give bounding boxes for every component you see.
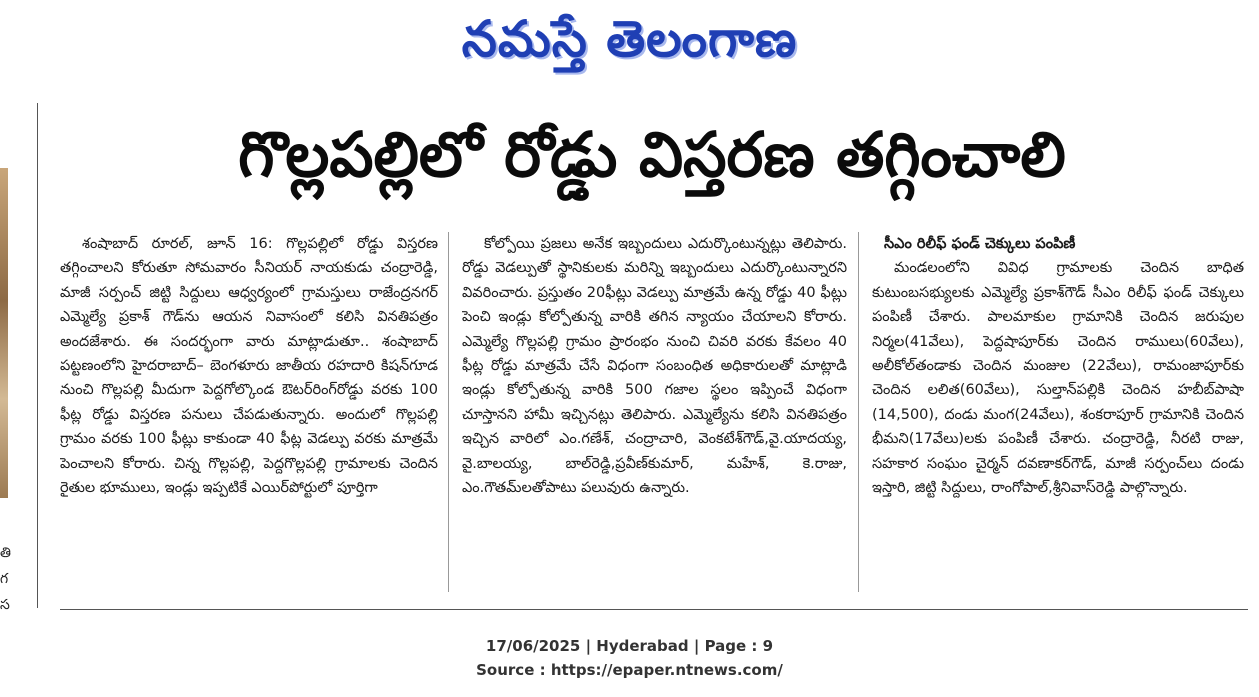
adjacent-article-fragment — [0, 540, 12, 618]
article-column-2 — [462, 232, 847, 592]
article-column-1 — [60, 232, 438, 592]
dateline: 17/06/2025 | Hyderabad | Page : 9 — [485, 637, 774, 655]
page-footer — [0, 634, 1259, 682]
article-paragraph: శంషాబాద్‌ రూరల్‌, జూన్‌ 16: గొల్లపల్లిలో రోడ్డు విస్తరణ తగ్గించాలని కోరుతూ సోమవారం సీనియర్‌ నాయకుడు చంద్రారెడ్డి, మాజీ సర్పంచ్‌ జిట్టి సిద్దులు ఆధ్వర్యంలో గ్రామస్తులు రాజేంద్రనగర్‌ ఎమ్మెల్యే ప్రకాశ్‌ గౌడ్‌ను ఆయన నివాసంలో కలిసి వినతిపత్రం అందజేశారు. ఈ సందర్భంగా వారు మాట్లాడుతూ.. శంషాబాద్‌ పట్టణంలోని హైదరాబాద్‌– బెంగళూరు జాతీయ రహదారి కిషన్‌గూడ నుంచి గొల్లపల్లి మీదుగా పెద్దగోల్కొండ ఔటర్‌రింగ్‌రోడ్డు వరకు 100 ఫీట్ల రోడ్డు విస్తరణ పనులు చేపడుతున్నారు. అందులో గొల్లపల్లి గ్రామం వరకు 100 ఫీట్లు కాకుండా 40 ఫీట్ల వెడల్పు వరకు మాత్రమే పెంచాలని కోరారు. చిన్న గొల్లపల్లి, పెద్దగొల్లపల్లి గ్రామాలకు చెందిన రైతుల భూములు, ఇండ్లు ఇప్పటికే ఎయిర్‌పోర్టులో పూర్తిగా — [60, 236, 438, 497]
fragment-char: తి — [0, 545, 11, 561]
newspaper-logo: నమస్తే తెలంగాణ — [461, 10, 798, 68]
sidebar-story — [872, 232, 1244, 592]
column-divider — [448, 232, 449, 592]
fragment-char: స — [0, 597, 10, 613]
fragment-char: గ — [0, 571, 9, 587]
source-link[interactable]: Source : https://epaper.ntnews.com/ — [476, 661, 783, 679]
column-divider — [858, 232, 859, 592]
article-headline: గొల్లపల్లిలో రోడ్డు విస్తరణ తగ్గించాలి — [238, 118, 1066, 191]
article-paragraph: కోల్పోయి ప్రజలు అనేక ఇబ్బందులు ఎదుర్కొంటున్నట్లు తెలిపారు. రోడ్డు వెడల్పుతో స్థానికులకు మరిన్ని ఇబ్బందులు ఎదుర్కొంటున్నారని వివరించారు. ప్రస్తుతం 20ఫీట్లు వెడల్పు మాత్రమే ఉన్న రోడ్డు 40 ఫీట్లు పెంచి ఇండ్లు కోల్పోతున్న వారికి తగిన న్యాయం చేయాలని కోరారు. ఎమ్మెల్యే గొల్లపల్లి గ్రామం ప్రారంభం నుంచి చివరి వరకు కేవలం 40 ఫీట్ల రోడ్డు మాత్రమే చేసే విధంగా సంబంధిత అధికారులతో మాట్లాడి ఇండ్లు కోల్పోతున్న వారికి 500 గజాల స్థలం ఇప్పించే విధంగా చూస్తానని హామీ ఇచ్చినట్లు తెలిపారు. ఎమ్మెల్యేను కలిసి వినతిపత్రం ఇచ్చిన వారిలో ఎం.గణేశ్‌, చంద్రాచారి, వెంకటేశ్‌గౌడ్‌,వై.యాదయ్య, వై.బాలయ్య, బాల్‌రెడ్డి,ప్రవీణ్‌కుమార్‌, మహేశ్‌, కె.రాజు, ఎం.గౌతమ్‌లతోపాటు పలువురు ఉన్నారు. — [462, 236, 847, 497]
sidebar-paragraph: మండలంలోని వివిధ గ్రామాలకు చెందిన బాధిత కుటుంబసభ్యులకు ఎమ్మెల్యే ప్రకాశ్‌గౌడ్‌ సీఎం రిలీఫ్‌ ఫండ్‌ చెక్కులు పంపిణీ చేశారు. పాలమాకుల గ్రామానికి చెందిన జరుపుల నిర్మల(41వేలు), పెద్దషాపూర్‌కు చెందిన రాములు(60వేలు), అలీకోల్‌తండాకు చెందిన మంజుల (22వేలు), రామంజాపూర్‌కు చెందిన లలిత(60వేలు), సుల్తాన్‌పల్లికి చెందిన హబీబ్‌పాషా (14,500), దండు మంగ(24వేలు), శంకరాపూర్‌ గ్రామానికి చెందిన భీమని(17వేలు)లకు పంపిణీ చేశారు. చంద్రారెడ్డి, నీరటి రాజు, సహకార సంఘం చైర్మన్‌ దవణాకర్‌గౌడ్‌, మాజీ సర్పంచ్‌లు దండు ఇస్తారి, జిట్టి సిద్దులు, రాంగోపాల్‌,శ్రీనివాస్‌రెడ్డి పాల్గొన్నారు. — [872, 260, 1244, 497]
masthead — [0, 0, 1259, 80]
footer-divider — [60, 609, 1248, 610]
adjacent-photo-strip — [0, 168, 8, 498]
left-divider — [37, 103, 38, 608]
sidebar-subhead: సీఎం రిలీఫ్‌ ఫండ్‌ చెక్కులు పంపిణీ — [884, 236, 1076, 252]
